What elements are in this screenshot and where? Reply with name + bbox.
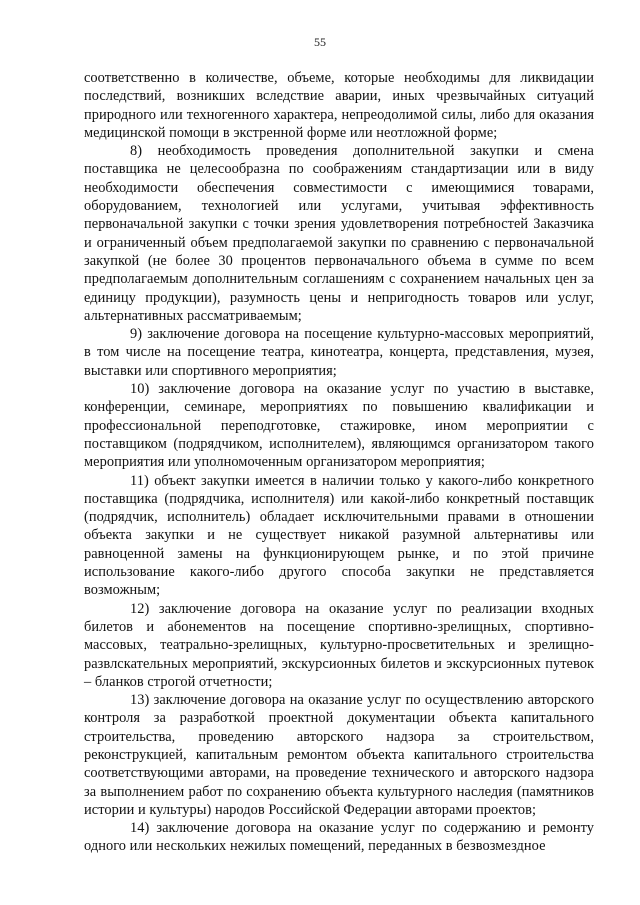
paragraph-item-11: 11) объект закупки имеется в наличии только у какого-либо конкретного поставщика (подрядчика, исполнителя) или какой-либо конкретный поставщик (подрядчик, исполнитель) обладает исключительными правами в отношении объекта закупки и не существует никакой разумной альтернативы или равноценной замены на функционирующем рынке, и по этой причине использование какого-либо другого способа закупки не представляется возможным; [84,472,594,599]
paragraph-item-9: 9) заключение договора на посещение культурно-массовых мероприятий, в том числе на посещение театра, кинотеатра, концерта, представления, музея, выставки или спортивного мероприятия; [84,326,594,379]
paragraph-item-10: 10) заключение договора на оказание услуг по участию в выставке, конференции, семинаре, мероприятиях по повышению квалификации и профессиональной переподготовке, стажировке, ином мероприятии с поставщиком (подрядчиком, исполнителем), являющимся организатором такого мероприятия или уполномоченным организатором мероприятия; [84,381,594,471]
page-number: 55 [314,35,326,49]
document-body [84,69,594,856]
paragraph-continuation: соответственно в количестве, объеме, которые необходимы для ликвидации последствий, возникших вследствие аварии, иных чрезвычайных ситуаций природного или техногенного характера, непреодолимой силы, либо для оказания медицинской помощи в экстренной форме или неотложной форме; [84,70,594,141]
paragraph-item-13: 13) заключение договора на оказание услуг по осуществлению авторского контроля за разработкой проектной документации объекта капитального строительства, проведению авторского надзора за строительством, реконструкцией, капитальным ремонтом объекта капитального строительства соответствующими авторами, на проведение технического и авторского надзора за выполнением работ по сохранению объекта культурного наследия (памятников истории и культуры) народов Российской Федерации авторами проектов; [84,692,594,818]
paragraph-item-14: 14) заключение договора на оказание услуг по содержанию и ремонту одного или нескольких нежилых помещений, переданных в безвозмездное [84,820,594,855]
paragraph-item-12: 12) заключение договора на оказание услуг по реализации входных билетов и абонементов на посещение спортивно-зрелищных, спортивно-массовых, театрально-зрелищных, культурно-просветительных и зрелищно-развлскательных мероприятий, экскурсионных билетов и экскурсионных путевок – бланков строгой отчетности; [84,600,594,690]
paragraph-item-8: 8) необходимость проведения дополнительной закупки и смена поставщика не целесообразна по соображениям стандартизации или в виду необходимости обеспечения совместимости с имеющимися товарами, оборудованием, технологией или услугами, учитывая эффективность первоначальной закупки с точки зрения удовлетворения потребностей Заказчика и ограниченный объем предполагаемой закупки по сравнению с первоначальной закупкой (не более 30 процентов первоначального объема в сумме по всем предполагаемым дополнительным соглашениям с сохранением начальных цен за единицу продукции), разумность цены и непригодность товаров или услуг, альтернативных рассматриваемым; [84,143,594,324]
